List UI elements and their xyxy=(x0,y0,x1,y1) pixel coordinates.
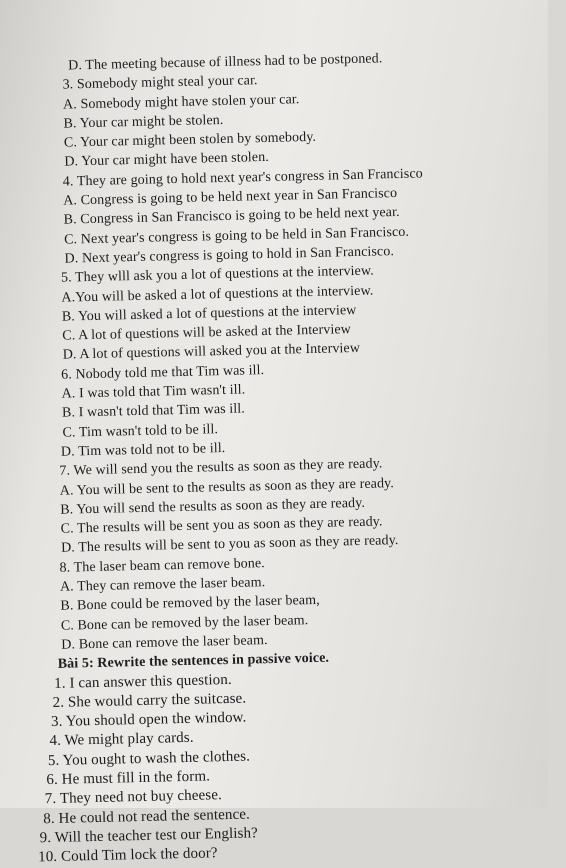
worksheet-line: D. A lot of questions will asked you at the Interview xyxy=(62,341,361,364)
worksheet-line: D. The meeting because of illness had to be postponed. xyxy=(68,51,383,74)
worksheet-line: 5. They wlll ask you a lot of questions at the interview. xyxy=(60,263,374,286)
worksheet-line: A.You will be asked a lot of questions at the interview. xyxy=(61,283,374,306)
worksheet-line: A. You will be sent to the results as soon as they are ready. xyxy=(59,475,395,499)
worksheet-line: B. Congress in San Francisco is going to be held next year. xyxy=(63,205,400,228)
worksheet-line: 6. Nobody told me that Tim was ill. xyxy=(61,362,265,383)
worksheet-line: B. I wasn't told that Tim was ill. xyxy=(61,401,246,422)
exercise-heading: Bài 5: Rewrite the sentences in passive voice. xyxy=(57,650,330,673)
exercise-item: 5. You ought to wash the clothes. xyxy=(47,748,251,769)
worksheet-line: D. Your car might have been stolen. xyxy=(64,150,270,171)
worksheet-line: B. Your car might be stolen. xyxy=(63,112,224,132)
exercise-item: 1. I can answer this question. xyxy=(54,671,232,692)
worksheet-line: D. The results will be sent to you as soon as they are ready. xyxy=(60,533,399,557)
worksheet-line: B. You will asked a lot of questions at the interview xyxy=(61,302,357,325)
worksheet-line: D. Tim was told not to be ill. xyxy=(60,440,226,460)
worksheet-line: 8. The laser beam can remove bone. xyxy=(59,555,265,576)
worksheet-line: D. Next year's congress is going to hold in San Francisco. xyxy=(64,244,395,267)
worksheet-line: A. Congress is going to be held next year in San Francisco xyxy=(63,186,398,209)
multiple-choice-section xyxy=(0,46,561,656)
worksheet-line: C. Bone can be removed by the laser beam. xyxy=(60,612,309,634)
worksheet-line: 4. They are going to hold next year's congress in San Francisco xyxy=(62,166,423,190)
worksheet-line: B. You will send the results as soon as they are ready. xyxy=(60,495,366,518)
exercise-item: 2. She would carry the suitcase. xyxy=(52,690,247,711)
exercise-section xyxy=(14,663,566,868)
exercise-item: 3. You should open the window. xyxy=(50,709,247,731)
worksheet-line: A. They can remove the laser beam. xyxy=(59,575,266,595)
exercise-item: 9. Will the teacher test our English? xyxy=(39,825,259,847)
exercise-item: 7. They need not buy cheese. xyxy=(44,787,223,808)
worksheet-line: A. Somebody might have stolen your car. xyxy=(62,91,300,113)
exercise-item: 10. Could Tim lock the door? xyxy=(37,845,218,866)
worksheet-line: B. Bone could be removed by the laser beam, xyxy=(60,593,320,615)
worksheet-line: C. The results will be sent you as soon as they are ready. xyxy=(60,514,383,537)
worksheet-line: C. Your car might been stolen by somebody. xyxy=(63,130,317,151)
worksheet-line: 7. We will send you the results as soon as they are ready. xyxy=(59,456,383,479)
worksheet-line: C. Next year's congress is going to be held in San Francisco. xyxy=(63,224,410,248)
exercise-item: 6. He must fill in the form. xyxy=(46,768,211,789)
worksheet-line: 3. Somebody might steal your car. xyxy=(62,73,258,93)
worksheet-content xyxy=(0,46,566,868)
worksheet-line: A. I was told that Tim wasn't ill. xyxy=(61,382,246,402)
worksheet-line: D. Bone can remove the laser beam. xyxy=(61,632,268,653)
exercise-item: 4. We might play cards. xyxy=(49,730,194,750)
worksheet-line: C. A lot of questions will be asked at the Interview xyxy=(62,322,352,344)
exercise-item: 8. He could not read the sentence. xyxy=(43,806,251,827)
worksheet-line: C. Tim wasn't told to be ill. xyxy=(62,421,219,441)
